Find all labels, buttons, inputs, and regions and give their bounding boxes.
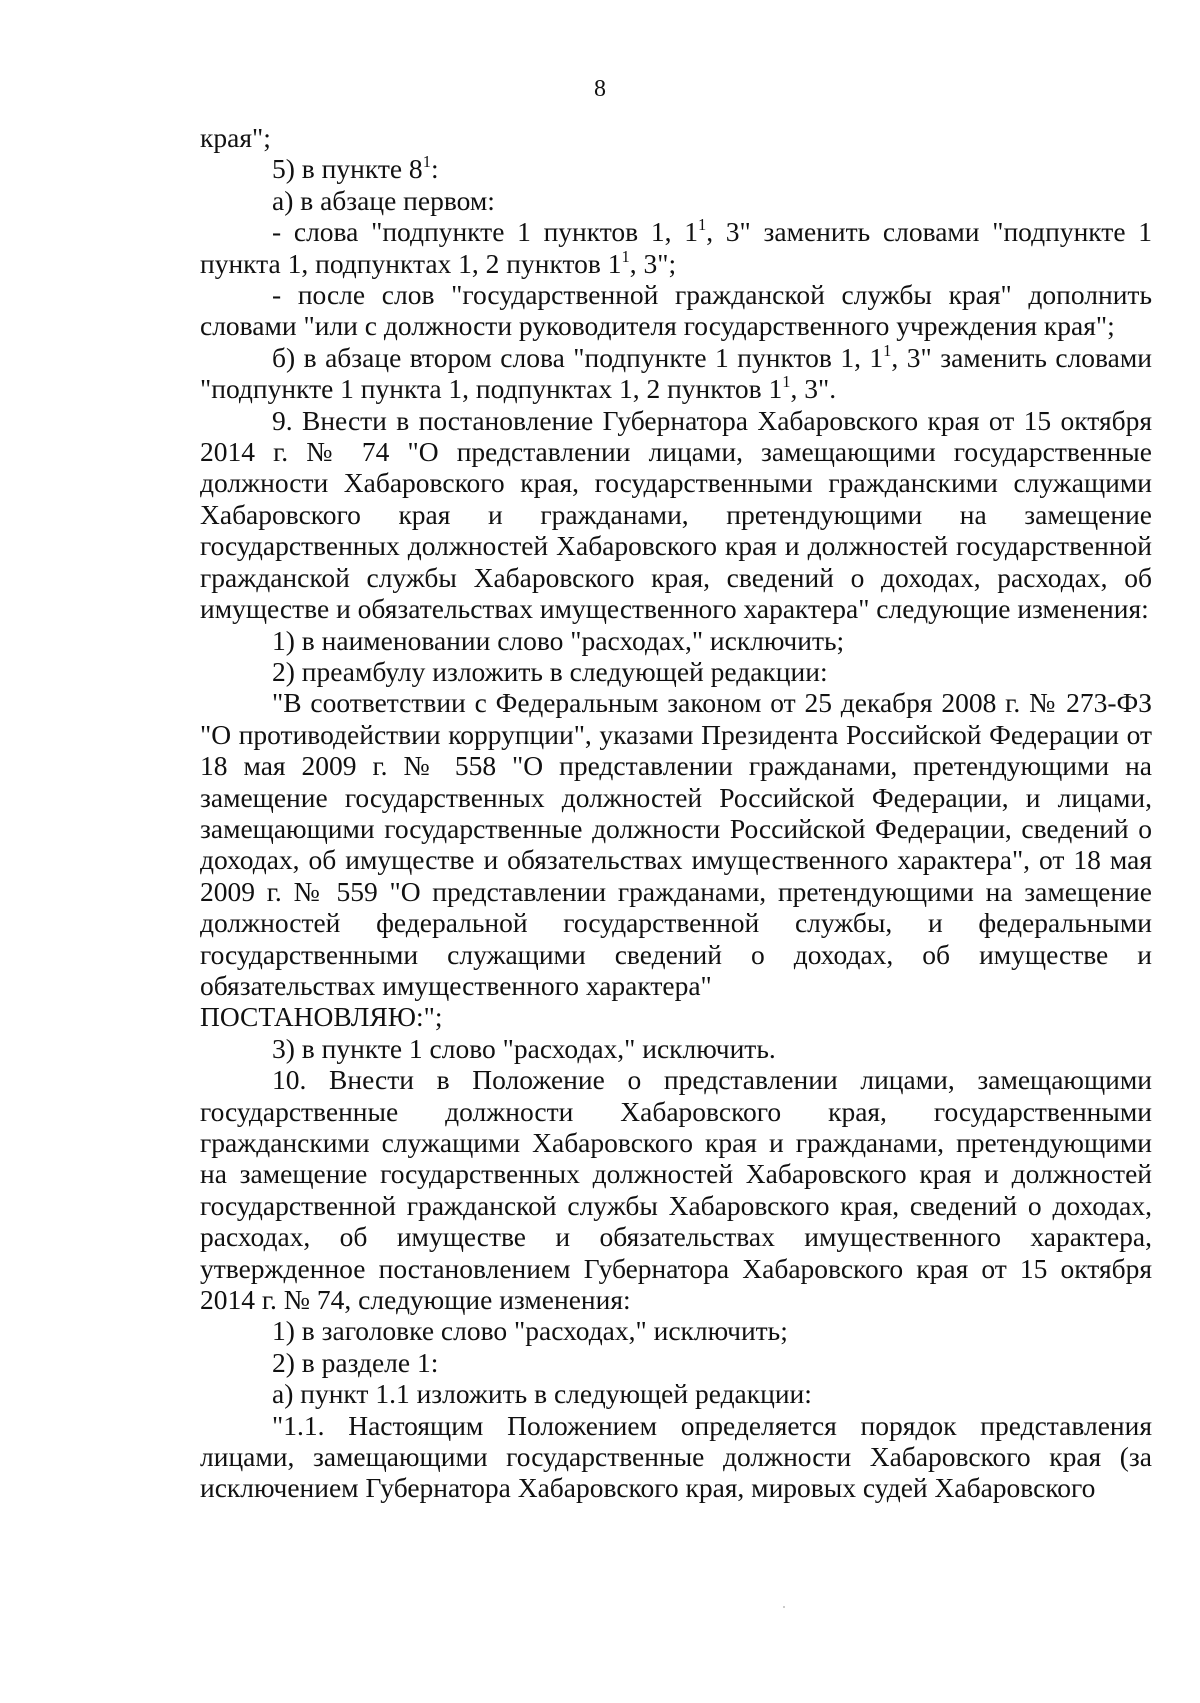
paragraph: ПОСТАНОВЛЯЮ:"; (200, 1001, 443, 1033)
paragraph: а) в абзаце первом: (272, 184, 495, 216)
paragraph: 2) в разделе 1: (272, 1346, 439, 1378)
page-number: 8 (594, 76, 606, 102)
paragraph: 3) в пункте 1 слово "расходах," исключить. (272, 1032, 776, 1064)
paragraph: - слова "подпункте 1 пунктов 1, $1^1$, 3" заменить словами "подпункте 1 пункта 1, подпунктах 1, 2 пунктов $1^1$, 3"; (200, 215, 1152, 279)
paragraph: 5) в пункте $8^1$: (272, 152, 439, 185)
paragraph: 2) преамбулу изложить в следующей редакции: (272, 655, 828, 687)
paragraph: края"; (200, 122, 271, 153)
document-body (200, 122, 1152, 1504)
paragraph: 10. Внести в Положение о представлении лицами, замещающими государственные должности Хабаровского края, государственными гражданскими служащими Хабаровского края и гражданами, претендующими на замещение государственных должностей Хабаровского края и должностей государственной гражданской службы Хабаровского края, сведений о доходах, расходах, об имуществе и обязательствах имущественного характера, утвержденное постановлением Губернатора Хабаровского края от 15 октября 2014 г. № 74, следующие изменения: (200, 1064, 1152, 1316)
paragraph: "В соответствии с Федеральным законом от 25 декабря 2008 г. № 273-ФЗ "О противодействии коррупции", указами Президента Российской Федерации от 18 мая 2009 г. № 558 "О представлении гражданами, претендующими на замещение государственных должностей Российской Федерации, и лицами, замещающими государственные должности Российской Федерации, сведений о доходах, об имуществе и обязательствах имущественного характера", от 18 мая 2009 г. № 559 "О представлении гражданами, претендующими на замещение должностей федеральной государственной службы, и федеральными государственными служащими сведений о доходах, об имуществе и обязательствах имущественного характера" (200, 687, 1152, 1001)
scan-artifact (783, 1606, 785, 1608)
paragraph: б) в абзаце втором слова "подпункте 1 пунктов 1, $1^1$, 3" заменить словами "подпункте 1 пункта 1, подпунктах 1, 2 пунктов $1^1$, 3". (200, 340, 1152, 405)
paragraph: 1) в заголовке слово "расходах," исключить; (272, 1315, 788, 1347)
paragraph: 9. Внести в постановление Губернатора Хабаровского края от 15 октября 2014 г. № 74 "О представлении лицами, замещающими государственные должности Хабаровского края, государственными гражданскими служащими Хабаровского края и гражданами, претендующими на замещение государственных должностей Хабаровского края и должностей государственной гражданской службы Хабаровского края, сведений о доходах, расходах, об имуществе и обязательствах имущественного характера" следующие изменения: (200, 404, 1152, 625)
paragraph: 1) в наименовании слово "расходах," исключить; (272, 624, 845, 656)
paragraph: "1.1. Настоящим Положением определяется порядок представления лицами, замещающими государственные должности Хабаровского края (за исключением Губернатора Хабаровского края, мировых судей Хабаровского (200, 1409, 1152, 1504)
paragraph: - после слов "государственной гражданской службы края" дополнить словами "или с должности руководителя государственного учреждения края"; (200, 279, 1152, 342)
paragraph: а) пункт 1.1 изложить в следующей редакции: (272, 1378, 812, 1410)
